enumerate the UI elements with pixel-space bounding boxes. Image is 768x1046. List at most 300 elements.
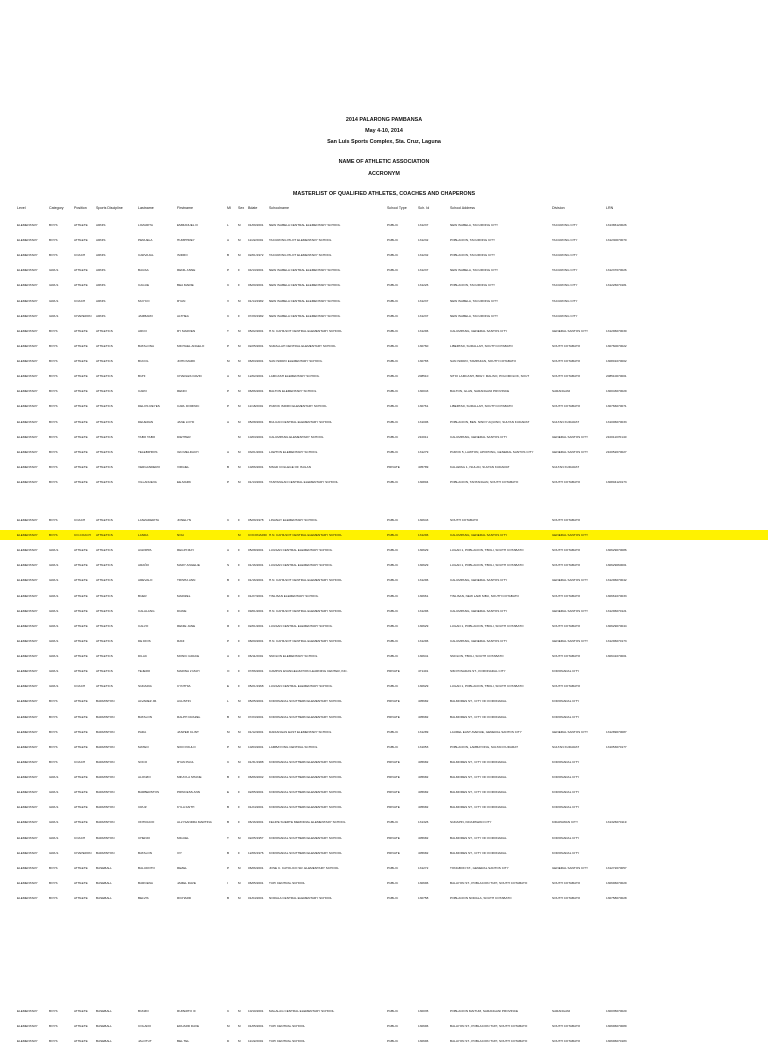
- cell-bdate: 01/24/2001: [248, 805, 264, 809]
- cell-school-type: PUBLIC: [387, 450, 399, 454]
- cell-schoolname: KORONADAL SOUTHERN ELEMENTARY SCHOOL: [269, 805, 342, 809]
- cell-schoolname: H.N. CAHILSOT CENTRAL ELEMENTARY SCHOOL: [269, 533, 343, 537]
- cell-mi: MI: [227, 206, 231, 210]
- cell-position: COACH: [74, 760, 86, 764]
- cell-firstname: BEL TEL: [177, 1039, 190, 1043]
- cell-position: ATHLETE: [74, 268, 88, 272]
- cell-firstname: REGIH MAY: [177, 548, 195, 552]
- cell-firstname: MIGUEL: [177, 836, 189, 840]
- cell-lastname: DILAC: [138, 654, 148, 658]
- cell-school-id: 130804: [418, 480, 429, 484]
- cell-lrn: 130696070183: [606, 1039, 627, 1043]
- cell-lrn: 131237070026: [606, 268, 627, 272]
- cell-school-address: LAUREL EAST AVENUE, GENERAL SANTOS CITY: [450, 730, 522, 734]
- cell-position: COACH: [74, 253, 86, 257]
- cell-mi: P: [227, 389, 230, 393]
- cell-school-address: TONGBON ST., GENERAL SANTOS CITY: [450, 866, 509, 870]
- table-row: [0, 681, 768, 691]
- cell-lastname: CARO: [138, 389, 147, 393]
- cell-school-type: PUBLIC: [387, 253, 399, 257]
- cell-school-id: 131296: [418, 578, 429, 582]
- cell-school-id: 130629: [418, 563, 429, 567]
- cell-mi: A: [227, 420, 230, 424]
- cell-firstname: CHARLES DAVID: [177, 374, 202, 378]
- cell-firstname: RENIL ANNE: [177, 268, 196, 272]
- cell-level: ELEMENTARY: [17, 820, 38, 824]
- cell-level: ELEMENTARY: [17, 1009, 38, 1013]
- cell-mi: B: [227, 253, 230, 257]
- cell-school-address: BALMORES ST., CITY OF KORONADAL: [450, 775, 507, 779]
- cell-position: Position: [74, 206, 87, 210]
- cell-school-type: PUBLIC: [387, 344, 399, 348]
- cell-sports-discipline: ATHLETICS: [96, 359, 113, 363]
- cell-lastname: ALONZO: [138, 775, 151, 779]
- cell-level: ELEMENTARY: [17, 866, 38, 870]
- cell-position: ATHLETE: [74, 389, 88, 393]
- cell-level: ELEMENTARY: [17, 715, 38, 719]
- cell-position: ATHLETE: [74, 730, 88, 734]
- cell-schoolname: H.N. CAHILSOT CENTRAL ELEMENTARY SCHOOL: [269, 329, 343, 333]
- cell-school-id: 131237: [418, 299, 429, 303]
- cell-school-id: 131279: [418, 450, 429, 454]
- cell-level: ELEMENTARY: [17, 344, 38, 348]
- cell-position: ATHLETE: [74, 420, 88, 424]
- table-row: [0, 757, 768, 767]
- cell-firstname: EE-MARK: [177, 480, 192, 484]
- cell-school-id: 131289: [418, 730, 429, 734]
- cell-category: BOYS: [49, 238, 58, 242]
- cell-school-type: PUBLIC: [387, 329, 399, 333]
- cell-schoolname: TUPI CENTRAL SCHOOL: [269, 1024, 306, 1028]
- table-row: [0, 296, 768, 306]
- cell-school-type: PUBLIC: [387, 639, 399, 643]
- cell-bdate: 06/20/2001: [248, 283, 264, 287]
- cell-school-address: SIM POSADAS ST., KORONADAL CITY: [450, 669, 506, 673]
- cell-school-address: BALMORES ST., CITY OF KORONADAL: [450, 851, 507, 855]
- cell-lrn: 130035070020: [606, 1009, 627, 1013]
- cell-lrn: 131226070181: [606, 283, 627, 287]
- cell-division: TACURONG CITY: [552, 283, 578, 287]
- cell-division: KORONADAL CITY: [552, 715, 580, 719]
- cell-sports-discipline: BADMINTON: [96, 851, 115, 855]
- cell-school-type: PUBLIC: [387, 299, 399, 303]
- cell-lrn: 130760070022: [606, 344, 627, 348]
- cell-schoolname: H.N. CAHILSOT CENTRAL ELEMENTARY SCHOOL: [269, 578, 343, 582]
- cell-mi: P: [227, 404, 230, 408]
- cell-category: BOYS: [49, 1039, 58, 1043]
- cell-firstname: MICHAEL ANGELO: [177, 344, 205, 348]
- cell-level: ELEMENTARY: [17, 836, 38, 840]
- cell-mi: L: [227, 223, 229, 227]
- cell-school-type: PRIVATE: [387, 775, 400, 779]
- cell-mi: C: [227, 518, 230, 522]
- cell-category: BOYS: [49, 359, 58, 363]
- cell-firstname: IGN MELDACH: [177, 450, 199, 454]
- cell-firstname: MARY ANGELIE: [177, 563, 200, 567]
- cell-level: ELEMENTARY: [17, 518, 38, 522]
- table-row: [0, 265, 768, 275]
- cell-school-type: PUBLIC: [387, 359, 399, 363]
- cell-schoolname: FELIPE SUERTE MEMORIAL ELEMENTARY SCHOOL: [269, 820, 346, 824]
- cell-sex: M: [238, 223, 241, 227]
- cell-schoolname: LUGSAN CENTRAL ELEMENTARY SCHOOL: [269, 624, 333, 628]
- cell-sex: M: [238, 299, 241, 303]
- table-row: [0, 401, 768, 411]
- cell-bdate: 01/09/2001: [248, 223, 264, 227]
- cell-school-id: 131296: [418, 533, 429, 537]
- cell-division: SOUTH COTABATO: [552, 480, 581, 484]
- cell-school-id: 210011: [418, 435, 429, 439]
- cell-mi: A: [227, 548, 230, 552]
- cell-sports-discipline: BADMINTON: [96, 805, 115, 809]
- cell-bdate: COCONARDI: [248, 533, 267, 537]
- cell-division: KORONADAL CITY: [552, 775, 580, 779]
- cell-schoolname: CALUMPANG ELEMENTARY SCHOOL: [269, 435, 324, 439]
- cell-division: GENERAL SANTOS CITY: [552, 609, 589, 613]
- cell-level: ELEMENTARY: [17, 669, 38, 673]
- table-row: [0, 893, 768, 903]
- cell-lrn: 131296070121: [606, 609, 627, 613]
- cell-school-address: POBLACION, TACURONG CITY: [450, 253, 496, 257]
- cell-category: GIRLS: [49, 836, 59, 840]
- cell-firstname: CYNTHIA: [177, 684, 191, 688]
- cell-schoolname: MALALAG CENTRAL ELEMENTARY SCHOOL: [269, 1009, 335, 1013]
- cell-firstname: RALPH CRAZEL: [177, 715, 201, 719]
- cell-firstname: AGUSTIN: [177, 699, 191, 703]
- cell-sex: F: [238, 639, 240, 643]
- event-dates: May 4-10, 2014: [365, 128, 403, 134]
- cell-firstname: RY MARVEN: [177, 329, 196, 333]
- table-row: [0, 712, 768, 722]
- cell-bdate: 06/05/2001: [248, 881, 264, 885]
- cell-sex: F: [238, 669, 240, 673]
- cell-sex: M: [238, 1024, 241, 1028]
- cell-division: KORONADAL CITY: [552, 836, 580, 840]
- cell-bdate: 02/25/1957: [248, 836, 264, 840]
- table-row: [0, 636, 768, 646]
- cell-sports-discipline: ARNIS: [96, 314, 106, 318]
- cell-school-address: SAN ISIDRO, TAMPAKAN, SOUTH COTABATO: [450, 359, 517, 363]
- cell-sex: M: [238, 866, 241, 870]
- cell-bdate: 08/20/2001: [248, 639, 264, 643]
- cell-sex: M: [238, 730, 241, 734]
- cell-division: KORONADAL CITY: [552, 851, 580, 855]
- cell-lrn: 130629070044: [606, 624, 627, 628]
- cell-mi: T: [227, 329, 229, 333]
- cell-school-type: PUBLIC: [387, 654, 399, 658]
- cell-school-id: 131272: [418, 866, 429, 870]
- cell-division: KORONADAL CITY: [552, 669, 580, 673]
- cell-level: ELEMENTARY: [17, 760, 38, 764]
- cell-mi: F: [227, 609, 229, 613]
- cell-schoolname: H.N. CAHILSOT CENTRAL ELEMENTARY SCHOOL: [269, 639, 343, 643]
- cell-position: ATHLETE: [74, 745, 88, 749]
- cell-school-type: PUBLIC: [387, 1024, 399, 1028]
- cell-lrn: 131296070042: [606, 578, 627, 582]
- cell-school-type: PRIVATE: [387, 699, 400, 703]
- table-row: [0, 462, 768, 472]
- cell-position: ATHLETE: [74, 404, 88, 408]
- cell-school-id: 405682: [418, 699, 429, 703]
- cell-schoolname: NEW ISABELA CENTRAL ELEMENTARY SCHOOL: [269, 223, 341, 227]
- cell-level: ELEMENTARY: [17, 253, 38, 257]
- cell-division: SOUTH COTABATO: [552, 404, 581, 408]
- cell-bdate: 07/23/2001: [248, 715, 264, 719]
- cell-school-type: PRIVATE: [387, 760, 400, 764]
- cell-lastname: COLADO: [138, 1024, 152, 1028]
- table-row: [0, 560, 768, 570]
- cell-position: ATHLETE: [74, 465, 88, 469]
- cell-schoolname: LUGSAN CENTRAL ELEMENTARY SCHOOL: [269, 563, 333, 567]
- cell-category: GIRLS: [49, 624, 59, 628]
- cell-level: ELEMENTARY: [17, 404, 38, 408]
- table-row: [0, 575, 768, 585]
- cell-lastname: DELOS REYES: [138, 404, 160, 408]
- cell-division: SOUTH COTABATO: [552, 881, 581, 885]
- cell-level: ELEMENTARY: [17, 359, 38, 363]
- cell-level: ELEMENTARY: [17, 435, 38, 439]
- cell-sex: F: [238, 654, 240, 658]
- cell-bdate: 11/22/2001: [248, 1039, 264, 1043]
- table-row: [0, 666, 768, 676]
- cell-school-type: PUBLIC: [387, 578, 399, 582]
- cell-lastname: AGRIPPA: [138, 548, 152, 552]
- cell-position: ATHLETE: [74, 344, 88, 348]
- cell-mi: O: [227, 669, 230, 673]
- cell-sports-discipline: BASEBALL: [96, 896, 112, 900]
- cell-sports-discipline: BADMINTON: [96, 775, 115, 779]
- cell-position: ATHLETE: [74, 699, 88, 703]
- table-row: [0, 1036, 768, 1046]
- cell-sports-discipline: ATHLETICS: [96, 684, 113, 688]
- cell-schoolname: JOSE C. CATOLICO SR. ELEMENTARY SCHOOL: [269, 866, 339, 870]
- cell-school-type: PUBLIC: [387, 594, 399, 598]
- cell-division: TACURONG CITY: [552, 268, 578, 272]
- cell-sex: M: [238, 238, 241, 242]
- cell-school-address: CALUMPANG, GENERAL SANTOS CITY: [450, 609, 508, 613]
- cell-firstname: REZEL: [177, 866, 187, 870]
- cell-lastname: CARVAJAL: [138, 253, 154, 257]
- cell-school-id: 130761: [418, 404, 429, 408]
- cell-schoolname: NEW ISABELA CENTRAL ELEMENTARY SCHOOL: [269, 268, 341, 272]
- cell-lastname: AREVALO: [138, 578, 153, 582]
- cell-firstname: MONIC GRACE: [177, 654, 200, 658]
- cell-position: ATHLETE: [74, 639, 88, 643]
- cell-lrn: 210011070140: [606, 435, 627, 439]
- table-row: [0, 863, 768, 873]
- cell-mi: M: [227, 359, 230, 363]
- cell-mi: C: [227, 283, 230, 287]
- cell-sex: F: [238, 548, 240, 552]
- cell-lastname: CHENIO: [138, 836, 151, 840]
- cell-level: ELEMENTARY: [17, 775, 38, 779]
- cell-category: GIRLS: [49, 851, 59, 855]
- cell-school-address: TINLISAN, NEW LAMI SIBU, SOUTH COTABATO: [450, 594, 519, 598]
- cell-division: Division: [552, 206, 565, 210]
- cell-bdate: 07/06/2001: [248, 669, 264, 673]
- table-row: [0, 727, 768, 737]
- cell-school-id: 130629: [418, 548, 429, 552]
- cell-position: ATHLETE: [74, 896, 88, 900]
- cell-position: ATHLETE: [74, 450, 88, 454]
- cell-school-id: 131226: [418, 283, 429, 287]
- cell-level: ELEMENTARY: [17, 480, 38, 484]
- cell-sports-discipline: BASEBALL: [96, 881, 112, 885]
- cell-category: GIRLS: [49, 639, 59, 643]
- cell-school-type: PUBLIC: [387, 745, 399, 749]
- cell-position: ATHLETE: [74, 480, 88, 484]
- cell-sports-discipline: ATHLETICS: [96, 329, 113, 333]
- cell-lastname: LOZARITA: [138, 223, 153, 227]
- cell-category: BOYS: [49, 881, 58, 885]
- cell-level: ELEMENTARY: [17, 578, 38, 582]
- cell-school-type: PUBLIC: [387, 420, 399, 424]
- cell-mi: P: [227, 480, 230, 484]
- cell-sex: M: [238, 745, 241, 749]
- cell-level: ELEMENTARY: [17, 594, 38, 598]
- cell-school-id: 131296: [418, 609, 429, 613]
- table-row: [0, 386, 768, 396]
- cell-division: TACURONG CITY: [552, 223, 578, 227]
- cell-division: TACURONG CITY: [552, 314, 578, 318]
- cell-division: TACURONG CITY: [552, 253, 578, 257]
- cell-sports-discipline: BASEBALL: [96, 1024, 112, 1028]
- cell-level: ELEMENTARY: [17, 609, 38, 613]
- cell-schoolname: TANTANGAN CENTRAL ELEMENTARY SCHOOL: [269, 480, 339, 484]
- cell-division: SULTAN KUDARAT: [552, 420, 580, 424]
- cell-category: GIRLS: [49, 548, 59, 552]
- cell-position: ATHLETE: [74, 866, 88, 870]
- cell-position: ATHLETE: [74, 435, 88, 439]
- cell-bdate: 05/25/2001: [248, 699, 264, 703]
- cell-school-id: 405682: [418, 851, 429, 855]
- cell-mi: P: [227, 639, 230, 643]
- cell-bdate: 05/29/1978: [248, 518, 264, 522]
- cell-school-type: PRIVATE: [387, 669, 400, 673]
- cell-mi: B: [227, 851, 230, 855]
- cell-school-type: PUBLIC: [387, 238, 399, 242]
- cell-school-address: BALMORES ST., CITY OF KORONADAL: [450, 699, 507, 703]
- cell-level: ELEMENTARY: [17, 1039, 38, 1043]
- cell-school-id: 131326: [418, 820, 429, 824]
- cell-lrn: 130801070002: [606, 359, 627, 363]
- cell-sports-discipline: ATHLETICS: [96, 450, 113, 454]
- cell-mi: A: [227, 654, 230, 658]
- cell-lrn: 131386120026: [606, 223, 627, 227]
- cell-sex: F: [238, 624, 240, 628]
- cell-school-address: BALTON, GLAN, SARANGANI PROVINCE: [450, 389, 510, 393]
- cell-level: ELEMENTARY: [17, 420, 38, 424]
- cell-lastname: CRUZ: [138, 805, 147, 809]
- cell-sports-discipline: BADMINTON: [96, 836, 115, 840]
- cell-bdate: 09/01/2001: [248, 609, 264, 613]
- table-row: [0, 515, 768, 525]
- cell-sports-discipline: ATHLETICS: [96, 404, 113, 408]
- cell-firstname: NIKO PAULO: [177, 745, 196, 749]
- cell-position: COACH: [74, 518, 86, 522]
- cell-school-type: PRIVATE: [387, 851, 400, 855]
- cell-lrn: 130661070033: [606, 594, 627, 598]
- cell-lastname: PADA: [138, 730, 147, 734]
- cell-schoolname: KORONADAL SOUTHERN ELEMENTARY SCHOOL: [269, 851, 342, 855]
- cell-school-id: 130043: [418, 389, 429, 393]
- cell-firstname: EDUARD DAVE: [177, 1024, 200, 1028]
- cell-lastname: ALVAREZ JR.: [138, 699, 158, 703]
- cell-schoolname: NEW ISABELA CENTRAL ELEMENTARY SCHOOL: [269, 283, 341, 287]
- cell-bdate: 06/06/2002: [248, 775, 264, 779]
- cell-lrn: 131296070030: [606, 329, 627, 333]
- cell-division: SOUTH COTABATO: [552, 684, 581, 688]
- cell-schoolname: KORONADAL SOUTHERN ELEMENTARY SCHOOL: [269, 715, 342, 719]
- cell-division: TACURONG CITY: [552, 238, 578, 242]
- cell-sex: F: [238, 578, 240, 582]
- cell-category: BOYS: [49, 760, 58, 764]
- cell-division: TACURONG CITY: [552, 299, 578, 303]
- cell-school-id: 131237: [418, 314, 429, 318]
- cell-sex: M: [238, 1039, 241, 1043]
- cell-position: ATHLETE: [74, 563, 88, 567]
- cell-category: BOYS: [49, 745, 58, 749]
- cell-sex: F: [238, 851, 240, 855]
- cell-category: GIRLS: [49, 609, 59, 613]
- cell-firstname: PRINCESS ANN: [177, 790, 201, 794]
- cell-mi: B: [227, 465, 230, 469]
- cell-sports-discipline: ATHLETICS: [96, 480, 113, 484]
- cell-school-type: PUBLIC: [387, 268, 399, 272]
- cell-lastname: SUDARIA: [138, 684, 152, 688]
- cell-schoolname: TUPI CENTRAL SCHOOL: [269, 881, 306, 885]
- cell-division: GENERAL SANTOS CITY: [552, 866, 589, 870]
- cell-sports-discipline: ATHLETICS: [96, 420, 113, 424]
- cell-sports-discipline: ATHLETICS: [96, 533, 113, 537]
- cell-sports-discipline: BADMINTON: [96, 760, 115, 764]
- cell-position: ATHLETE: [74, 359, 88, 363]
- cell-mi: B: [227, 896, 230, 900]
- cell-sports-discipline: Sports Discipline: [96, 206, 123, 210]
- cell-sex: M: [238, 404, 241, 408]
- cell-lrn: 130758070028: [606, 896, 627, 900]
- cell-lastname: Lastname: [138, 206, 154, 210]
- table-row: [0, 802, 768, 812]
- cell-sports-discipline: BADMINTON: [96, 715, 115, 719]
- cell-school-address: SITIO LAMCASH, BRGY. MALISO, POLOMOLOK, SOUT: [450, 374, 530, 378]
- cell-division: SARANGANI: [552, 389, 571, 393]
- event-title: 2014 PALARONG PAMBANSA: [345, 117, 423, 123]
- cell-lrn: 131053070177: [606, 745, 627, 749]
- cell-category: GIRLS: [49, 563, 59, 567]
- cell-lrn: 130804120173: [606, 480, 627, 484]
- cell-mi: E: [227, 790, 230, 794]
- cell-school-id: 405789: [418, 465, 429, 469]
- cell-sports-discipline: ATHLETICS: [96, 624, 113, 628]
- cell-school-address: School Address: [450, 206, 475, 210]
- cell-bdate: 01/12/2001: [248, 730, 264, 734]
- cell-sex: M: [238, 533, 241, 537]
- cell-bdate: 10/06/2001: [248, 465, 264, 469]
- cell-firstname: JASPER CLINT: [177, 730, 199, 734]
- cell-sex: F: [238, 314, 240, 318]
- cell-position: ATHLETE: [74, 548, 88, 552]
- cell-firstname: RENIE JANE: [177, 624, 196, 628]
- cell-firstname: JONELYN: [177, 518, 192, 522]
- cell-schoolname: KORONADAL SOUTHERN ELEMENTARY SCHOOL: [269, 836, 342, 840]
- cell-firstname: RYAN PAUL: [177, 760, 195, 764]
- cell-mi: A: [227, 374, 230, 378]
- cell-division: SOUTH COTABATO: [552, 1024, 581, 1028]
- cell-firstname: MIKAYLA SHANE: [177, 775, 202, 779]
- table-row-highlighted: [0, 530, 768, 540]
- cell-firstname: RUPERTO III: [177, 1009, 196, 1013]
